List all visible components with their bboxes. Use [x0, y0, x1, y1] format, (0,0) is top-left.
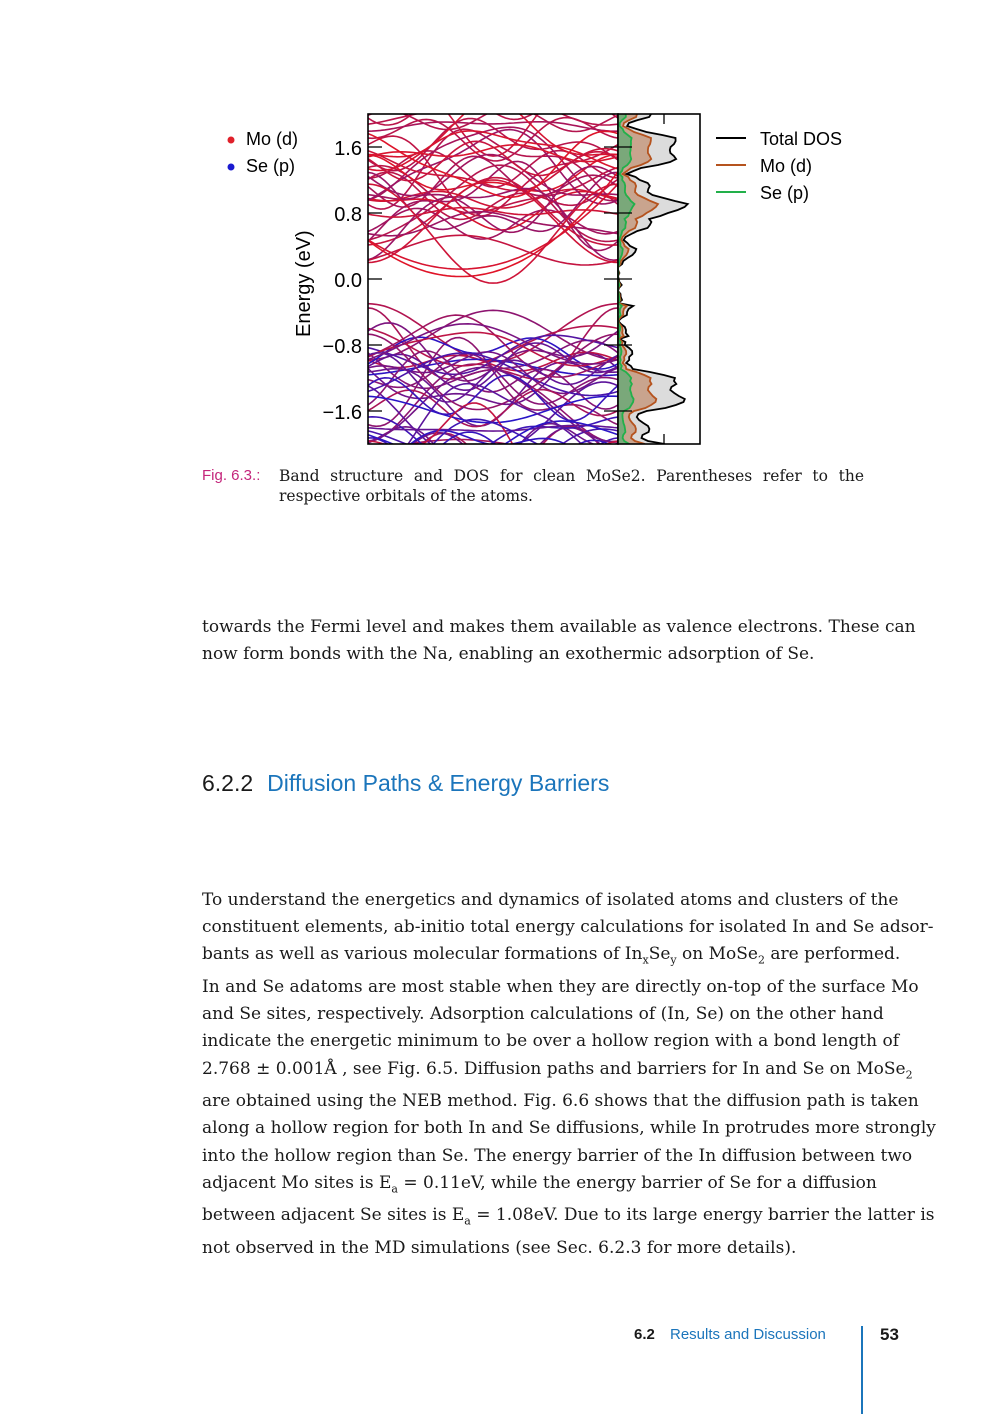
text-line: between adjacent Se sites is $E_a = 1.08eV$. Due to its large energy barrier the latter is — [202, 1205, 935, 1228]
text-line: now form bonds with the Na, enabling an exothermic adsorption of Se. — [202, 644, 815, 665]
text-line: indicate the energetic minimum to be over a hollow region with a bond length of — [202, 1031, 899, 1052]
legend-label-se-p: Se (p) — [246, 156, 296, 176]
page-number: 53 — [880, 1325, 899, 1344]
text-line: along a hollow region for both In and Se diffusions, while In protrudes more strongly — [202, 1118, 936, 1139]
legend-marker-mo-d — [228, 137, 235, 144]
text-line: constituent elements, ab-initio total energy calculations for isolated In and Se adsor- — [202, 917, 934, 938]
section-number: 6.2.2 — [202, 770, 254, 796]
valence-band — [368, 432, 618, 460]
text-line: 2.768 ± 0.001Å , see Fig. 6.5. Diffusion paths and barriers for In and Se on MoSe$_2$ — [202, 1058, 913, 1081]
y-axis-label: Energy (eV) — [293, 230, 315, 337]
text-line: bants as well as various molecular formations of $In_xSe_y$ on MoSe$_2$ are performed. — [202, 944, 901, 967]
text-line: into the hollow region than Se. The energy barrier of the In diffusion between two — [202, 1145, 913, 1166]
text-line: To understand the energetics and dynamics of isolated atoms and clusters of the — [202, 890, 899, 910]
text-line: are obtained using the NEB method. Fig. 6.6 shows that the diffusion path is taken — [202, 1091, 919, 1112]
band-dos-chart — [200, 100, 880, 460]
caption-text: Band structure and DOS for clean MoSe2. Parentheses refer to the respective orbitals of the atoms. — [279, 467, 864, 505]
legend-label-mo-d: Mo (d) — [246, 129, 299, 149]
y-tick-0.0: 0.0 — [334, 270, 362, 292]
caption-label: Fig. 6.3.: — [202, 467, 261, 484]
footer-divider — [861, 1326, 863, 1414]
y-tick-1.6: 1.6 — [334, 138, 362, 160]
band-lines — [368, 100, 618, 460]
section-heading — [202, 770, 609, 797]
paragraph-continuation — [202, 614, 916, 668]
y-tick-neg0.8: −0.8 — [322, 336, 362, 358]
text-line: towards the Fermi level and makes them available as valence electrons. These can — [202, 617, 916, 637]
figure-caption — [202, 466, 864, 506]
paragraph-diffusion — [202, 887, 936, 1262]
section-title: Diffusion Paths & Energy Barriers — [267, 770, 610, 796]
legend-label-dos-mo-d: Mo (d) — [760, 156, 813, 176]
text-line: adjacent Mo sites is $E_a = 0.11eV$, while the energy barrier of Se for a diffusion — [202, 1172, 877, 1196]
legend-label-dos-se-p: Se (p) — [760, 183, 810, 203]
text-line: In and Se adatoms are most stable when they are directly on-top of the surface Mo — [202, 977, 919, 997]
valence-band — [368, 431, 618, 460]
text-line: not observed in the MD simulations (see Sec. 6.2.3 for more details). — [202, 1238, 797, 1258]
text-line: and Se sites, respectively. Adsorption calculations of (In, Se) on the other hand — [202, 1004, 884, 1025]
legend-label-total-dos: Total DOS — [760, 129, 843, 149]
y-tick-0.8: 0.8 — [334, 204, 362, 226]
legend-marker-se-p — [228, 164, 235, 171]
band-structure-figure — [200, 100, 880, 460]
y-tick-neg1.6: −1.6 — [322, 402, 362, 424]
conduction-band — [368, 100, 618, 125]
footer-section-number: 6.2 — [634, 1326, 655, 1343]
footer-section-title: Results and Discussion — [670, 1326, 826, 1343]
